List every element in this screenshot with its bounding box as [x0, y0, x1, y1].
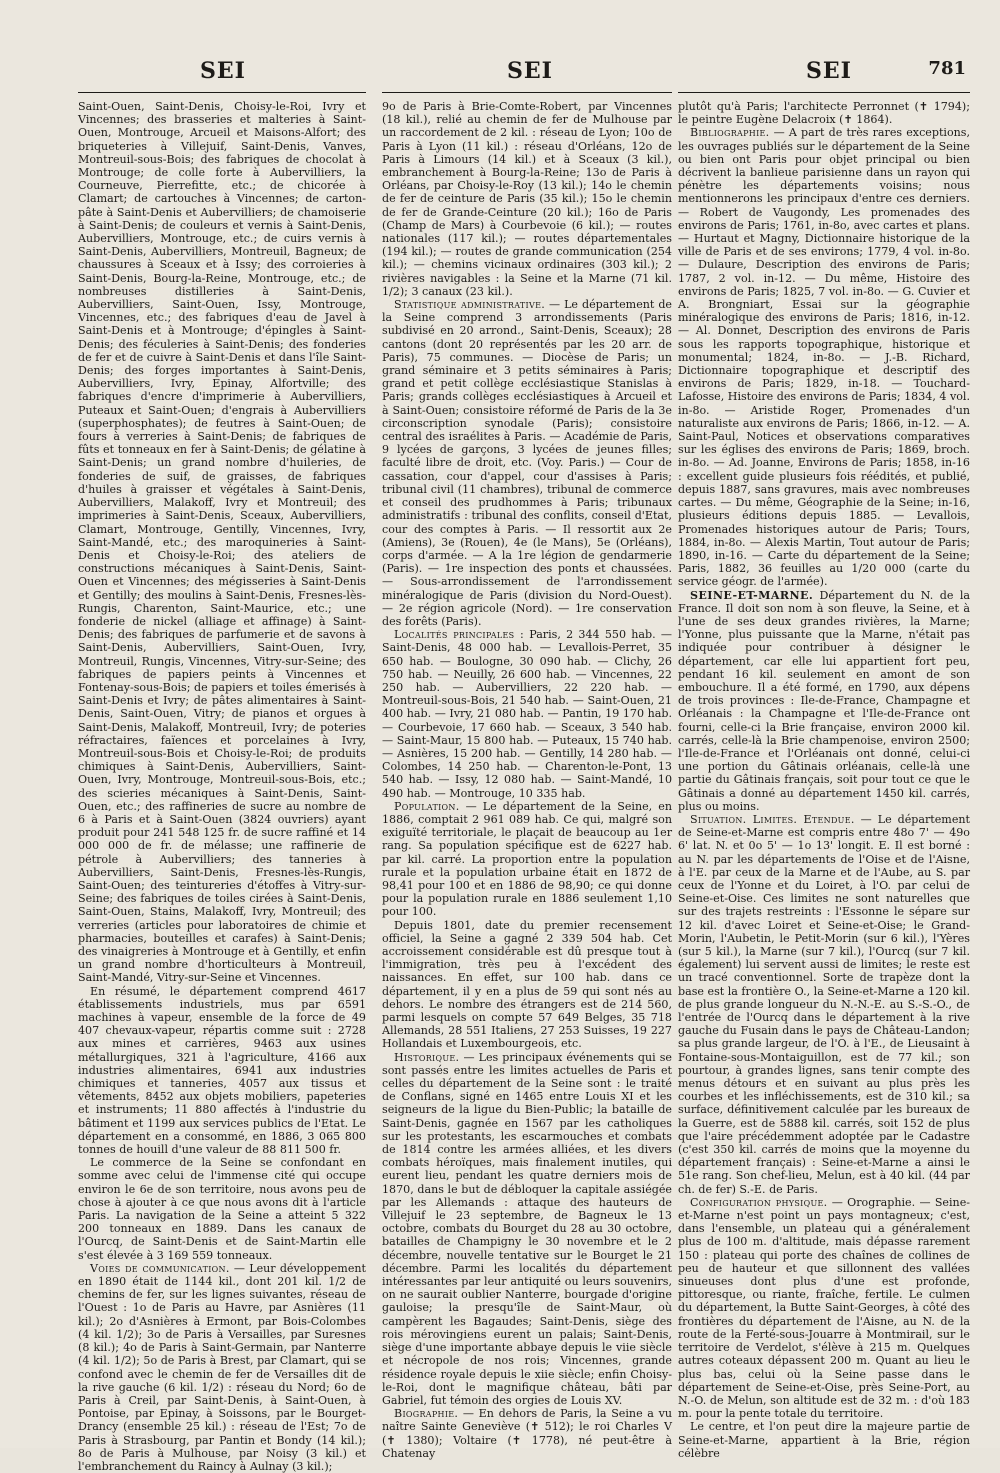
section-text: Paris, 2 344 550 hab. — Saint-Denis, 48 000 hab. — Levallois-Perret, 35 650 hab. — Boulogne, 30 090 hab. — Clichy, 26 750 hab. — Neuilly, 26 600 hab. — Vincennes, 22 250 hab. — Aubervilliers, 22 220 hab. — Montreuil-sous-Bois, 21 540 hab. — Saint-Ouen, 21 400 hab. — Ivry, 21 080 hab. — Pantin, 19 170 hab. — Courbevoie, 17 660 hab. — Sceaux, 3 540 hab. — Saint-Maur, 15 800 hab. — Puteaux, 15 740 hab. — Asnières, 15 200 hab. — Gentilly, 14 280 hab. — Colombes, 14 250 hab. — Charenton-le-Pont, 13 540 hab. — Issy, 12 080 hab. — Saint-Mandé, 10 490 hab. — Montrouge, 10 335 hab.	[382, 628, 672, 800]
paragraph-resume: En résumé, le département comprend 4617 établissements industriels, mus par 6591 machines à vapeur, ensemble de la force de 49 407 chevaux-vapeur, répartis comme suit : 2728 aux mines et carrières, 9463 aux usines métallurgiques, 321 à l'agriculture, 4166 aux industries alimentaires, 6941 aux industries chimiques et tanneries, 4057 aux tissus et vêtements, 8452 aux objets mobiliers, papeteries et instruments; 11 880 affectés à l'industrie du bâtiment et 1199 aux services publics de l'Etat. Le département en a consommé, en 1886, 3 065 800 tonnes de houill d'une valeur de 88 811 500 fr.	[78, 984, 366, 1157]
section-text: — Orographie. — Seine-et-Marne n'est point un pays montagneux; c'est, dans l'ensemble, un plateau qui a généralement plus de 100 m. d'altitude, mais dépasse rarement 150 : plateau qui porte des chaînes de collines de peu de hauteur et que sillonnent des vallées sinueuses dont plus d'une est profonde, pittoresque, ou riante, fraîche, fertile. Le culmen du département, la Butte Saint-Georges, à côté des frontières du département de l'Aisne, au N. de la route de la Ferté-sous-Jouarre à Montmirail, sur le territoire de Verdelot, s'élève à 215 m. Quelques autres coteaux dépassent 200 m. Quant au lieu le plus bas, celui où la Seine passe dans le département de Seine-et-Oise, près Seine-Port, au N.-O. de Melun, son altitude est de 32 m. : d'où 183 m. pour la pente totale du territoire.	[678, 1195, 971, 1421]
paragraph-voies	[78, 1262, 366, 1473]
column-left	[78, 100, 366, 1473]
section-text: — Le département de la Seine, en 1886, comptait 2 961 089 hab. Ce qui, malgré son exiguïté territoriale, le plaçait de beaucoup au 1er rang. Sa population spécifique est de 6227 hab. par kil. carré. La proportion entre la population rurale et la population urbaine était en 1872 de 98,41 pour 100 et en 1886 de 98,90; ce qui donne pour la population rurale en 1886 seulement 1,10 pour 100.	[382, 799, 672, 919]
paragraph-configuration	[678, 1196, 970, 1420]
paragraph-population	[382, 800, 672, 919]
section-text: — Le département de Seine-et-Marne est compris entre 48o 7' — 49o 6' lat. N. et 0o 5' — 1o 13' longit. E. Il est borné : au N. par les départements de l'Oise et de l'Aisne, à l'E. par ceux de la Marne et de l'Aube, au S. par ceux de l'Yonne et du Loiret, à l'O. par celui de Seine-et-Oise. Ces limites ne sont naturelles que sur des trajets restreints : l'Essonne le sépare sur 12 kil. d'avec Loiret et Seine-et-Oise; le Grand-Morin, l'Aubetin, le Petit-Morin (sur 6 kil.), l'Yères (sur 5 kil.), la Marne (sur 7 kil.), l'Ourcq (sur 7 kil. également) lui servent aussi de limites; le reste est un tracé conventionnel. Sorte de trapèze dont la base est la frontière O., la Seine-et-Marne a 120 kil. de plus grande longueur du N.-N.-E. au S.-S.-O., de l'entrée de l'Ourcq dans le département à la rive gauche du Fusain dans le pays de Château-Landon; sa plus grande largeur, de l'O. à l'E., de Lieusaint à Fontaine-sous-Montaiguillon, est de 77 kil.; son pourtour, à grandes lignes, sans tenir compte des menus détours et en suivant au plus près les courbes et les infléchissements, est de 310 kil.; sa surface, définitivement calculée par les bureaux de la Guerre, est de 5888 kil. carrés, soit 152 de plus que l'aire précédemment adoptée par le Cadastre (c'est 350 kil. carrés de moins que la moyenne du département français) : Seine-et-Marne a ainsi le 51e rang. Son chef-lieu, Melun, est à 40 kil. (44 par ch. de fer) S.-E. de Paris.	[678, 812, 970, 1196]
paragraph-biographie	[382, 1407, 672, 1460]
paragraph-railways-cont: 9o de Paris à Brie-Comte-Robert, par Vincennes (18 kil.), relié au chemin de fer de Mulhouse par un raccordement de 2 kil. : réseau de Lyon; 10o de Paris à Lyon (11 kil.) : réseau d'Orléans, 12o de Paris à Limours (14 kil.) et à Sceaux (3 kil.), embranchement à Bourg-la-Reine; 13o de Paris à Orléans, par Choisy-le-Roy (13 kil.); 14o le chemin de fer de ceinture de Paris (35 kil.); 15o le chemin de fer de Grande-Ceinture (20 kil.); 16o de Paris (Champ de Mars) à Courbevoie (6 kil.); — routes nationales (117 kil.); — routes départementales (194 kil.); — routes de grande communication (254 kil.); — chemins vicinaux ordinaires (303 kil.); 2 rivières navigables : la Seine et la Marne (71 kil. 1/2); 3 canaux (23 kil.).	[382, 100, 672, 298]
paragraph-situation	[678, 813, 970, 1196]
running-header	[0, 58, 1000, 92]
paragraph-seine-et-marne	[678, 589, 970, 813]
paragraph-biographie-cont: plutôt qu'à Paris; l'architecte Perronnet (✝ 1794); le peintre Eugène Delacroix (✝ 1864).	[678, 100, 970, 127]
section-heading: Localités principales :	[394, 628, 524, 642]
paragraph-industries: Saint-Ouen, Saint-Denis, Choisy-le-Roi, Ivry et Vincennes; des brasseries et malteries à Saint-Ouen, Montrouge, Arcueil et Maisons-Alfort; des briqueteries à Villejuif, Saint-Denis, Vanves, Montreuil-sous-Bois; des fabriques de chocolat à Montrouge; de colle forte à Aubervilliers, la Courneuve, Pierrefitte, etc.; de chicorée à Clamart; de cartouches à Vincennes; de carton-pâte à Saint-Denis et Aubervilliers; de chamoiserie à Saint-Denis; de couleurs et vernis à Saint-Denis, Aubervilliers, Montrouge, etc.; de cuirs vernis à Saint-Denis, Aubervilliers, Montreuil, Bagneux; de chaussures à Sceaux et à Issy; des corroieries à Saint-Denis, Bourg-la-Reine, Montrouge, etc.; de nombreuses distilleries à Saint-Denis, Aubervilliers, Saint-Ouen, Issy, Montrouge, Vincennes, etc.; des fabriques d'eau de Javel à Saint-Denis et à Montrouge; d'épingles à Saint-Denis; des féculeries à Saint-Denis; des fonderies de fer et de cuivre à Saint-Denis et dans l'île Saint-Denis; des forges importantes à Saint-Denis, Aubervilliers, Ivry, Epinay, Alfortville; des fabriques d'encre d'imprimerie à Aubervilliers, Puteaux et Saint-Ouen; d'engrais à Aubervilliers (superphosphates); de feutres à Saint-Ouen; de fours à verreries à Saint-Denis; de fabriques de fûts et tonneaux en fer à Saint-Denis; de gélatine à Saint-Denis; un grand nombre d'huileries, de fonderies de suif, de graisses, de fabriques d'huiles à graisser et végétales à Saint-Denis, Aubervilliers, Malakoff, Ivry et Montreuil; des imprimeries à Saint-Denis, Sceaux, Aubervilliers, Clamart, Montrouge, Gentilly, Vincennes, Ivry, Saint-Mandé, etc.; des maroquineries à Saint-Denis et Choisy-le-Roi; des ateliers de constructions mécaniques à Saint-Denis, Saint-Ouen et Vincennes; des mégisseries à Saint-Denis et Gentilly; des moulins à Saint-Denis, Fresnes-lès-Rungis, Charenton, Saint-Maurice, etc.; une fonderie de nickel (alliage et affinage) à Saint-Denis; des fabriques de parfumerie et de savons à Saint-Denis, Aubervilliers, Saint-Ouen, Ivry, Montreuil, Rungis, Vincennes, Vitry-sur-Seine; des fabriques de papiers peints à Vincennes et Fontenay-sous-Bois; de papiers et toiles émerisés à Saint-Denis et Ivry; de pâtes alimentaires à Saint-Denis, Saint-Ouen, Vitry; de pianos et orgues à Saint-Denis, Malakoff, Montreuil, Ivry; de poteries réfractaires, faïences et porcelaines à Ivry, Montreuil-sous-Bois et Choisy-le-Roi; de produits chimiques à Saint-Denis, Aubervilliers, Saint-Ouen, Ivry, Montrouge, Montreuil-sous-Bois, etc.; des scieries mécaniques à Saint-Denis, Saint-Ouen, etc.; des raffineries de sucre au nombre de 6 à Paris et à Saint-Ouen (3824 ouvriers) ayant produit pour 241 548 125 fr. de sucre raffiné et 14 000 000 de fr. de mélasse; une raffinerie de pétrole à Aubervilliers; des tanneries à Aubervilliers, Saint-Denis, Fresnes-lès-Rungis, Saint-Ouen; des teintureries d'étoffes à Vitry-sur-Seine; des fabriques de toiles cirées à Saint-Denis, Saint-Ouen, Stains, Malakoff, Ivry, Montreuil; des verreries (articles pour laboratoires de chimie et pharmacies, bouteilles et carafes) à Saint-Denis; des vinaigreries à Montrouge et à Gentilly, et enfin un grand nombre d'horticulteurs à Montreuil, Saint-Mandé, Vitry-sur-Seine et Vincennes.	[78, 100, 366, 985]
header-word-right: SEI	[806, 58, 852, 84]
header-word-center: SEI	[507, 58, 553, 84]
page-number: 781	[928, 58, 966, 79]
paragraph-localites	[382, 628, 672, 800]
entry-heading: SEINE-ET-MARNE.	[690, 588, 814, 602]
section-text: — Leur développement en 1890 était de 1144 kil., dont 201 kil. 1/2 de chemins de fer, sur les lignes suivantes, réseau de l'Ouest : 1o de Paris au Havre, par Asnières (11 kil.); 2o d'Asnières à Ermont, par Bois-Colombes (4 kil. 1/2); 3o de Paris à Versailles, par Suresnes (8 kil.); 4o de Paris à Saint-Germain, par Nanterre (4 kil. 1/2); 5o de Paris à Brest, par Clamart, qui se confond avec le chemin de fer de Versailles dit de la rive gauche (6 kil. 1/2) : réseau du Nord; 6o de Paris à Creil, par Saint-Denis, à Saint-Ouen, à Pontoise, par Epinay, à Soissons, par le Bourget-Drancy (ensemble 25 kil.) : réseau de l'Est; 7o de Paris à Strasbourg, par Pantin et Bondy (14 kil.); 8o de Paris à Mulhouse, par Noisy (3 kil.) et l'embranchement du Raincy à Aulnay (3 kil.);	[78, 1261, 366, 1473]
paragraph-bibliographie	[678, 126, 970, 588]
section-text: — Les principaux événements qui se sont passés entre les limites actuelles de Paris et celles du département de la Seine sont : le traité de Conflans, signé en 1465 entre Louis XI et les seigneurs de la ligue du Bien-Public; la bataille de Saint-Denis, gagnée en 1567 par les catholiques sur les protestants, les escarmouches et combats de 1814 contre les armées alliées, et les divers combats héroïques, mais finalement inutiles, qui eurent lieu, pendant les quatre derniers mois de 1870, dans le but de débloquer la capitale assiégée par les Allemands : attaque des hauteurs de Villejuif le 23 septembre, de Bagneux le 13 octobre, combats du Bourget du 28 au 30 octobre, batailles de Champigny le 30 novembre et le 2 décembre, nouvelle tentative sur le Bourget le 21 décembre. Parmi les localités du département intéressantes par leur antiquité ou leurs souvenirs, on ne saurait oublier Nanterre, bourgade d'origine gauloise; la presqu'île de Saint-Maur, où campèrent les Bagaudes; Saint-Denis, siège des rois mérovingiens eurent un palais; Saint-Denis, siège d'une importante abbaye depuis le viie siècle et nécropole de nos rois; Vincennes, grande résidence royale depuis le xiie siècle; enfin Choisy-le-Roi, dont le magnifique château, bâti par Gabriel, fut témoin des orgies de Louis XV.	[382, 1050, 672, 1407]
section-heading: Configuration physique.	[690, 1195, 828, 1209]
paragraph-historique	[382, 1051, 672, 1407]
header-rule-center	[382, 92, 672, 93]
section-heading: Population.	[394, 799, 460, 813]
paragraph-commerce: Le commerce de la Seine se confondant en somme avec celui de l'immense cité qui occupe environ le 6e de son territoire, nous avons peu de chose à ajouter à ce que nous avons dit à l'article Paris. La navigation de la Seine a atteint 5 322 200 tonneaux en 1889. Dans les canaux de l'Ourcq, de Saint-Denis et de Saint-Martin elle s'est élevée à 3 169 559 tonneaux.	[78, 1156, 366, 1262]
section-text: — En dehors de Paris, la Seine a vu naître Sainte Geneviève (✝ 512); le roi Charles V (✝ 1380); Voltaire (✝ 1778), né peut-être à Chatenay	[382, 1407, 672, 1460]
section-heading: Historique.	[394, 1050, 460, 1064]
paragraph-statistique	[382, 298, 672, 628]
section-heading: Bibliographie.	[690, 126, 770, 140]
section-text: — Le département de la Seine comprend 3 arrondissements (Paris subdivisé en 20 arrond., Saint-Denis, Sceaux); 28 cantons (dont 20 représentés par les 20 arr. de Paris), 75 communes. — Diocèse de Paris; un grand séminaire et 3 petits séminaires à Paris; grand et petit collège ecclésiastique Stanislas à Paris; grands collèges ecclésiastiques à Arcueil et à Saint-Ouen; consistoire réformé de Paris de la 3e circonscription synodale (Paris); consistoire central des israélites à Paris. — Académie de Paris, 9 lycées de garçons, 3 lycées de jeunes filles; faculté libre de droit, etc. (Voy. Paris.) — Cour de cassation, cour d'appel, cour d'assises à Paris; tribunal civil (11 chambres), tribunal de commerce et conseil des prudhommes à Paris; tribunaux administratifs : tribunal des conflits, conseil d'Etat, cour des comptes à Paris. — Il ressortit aux 2e (Amiens), 3e (Rouen), 4e (le Mans), 5e (Orléans), corps d'armée. — A la 1re légion de gendarmerie (Paris). — 1re inspection des ponts et chaussées. — Sous-arrondissement de l'arrondissement minéralogique de Paris (division du Nord-Ouest). — 2e région agricole (Nord). — 1re conservation des forêts (Paris).	[382, 298, 672, 628]
section-heading: Situation. Limites. Etendue.	[690, 812, 855, 826]
column-center	[382, 100, 672, 1460]
header-word-left: SEI	[200, 58, 246, 84]
header-rule-right	[678, 92, 970, 93]
header-rule-left	[78, 92, 366, 93]
section-text: — A part de très rares exceptions, les ouvrages publiés sur le département de la Seine ou bien ont Paris pour objet principal ou bien décrivent la banlieue parisienne dans un rayon qui pénètre les départements voisins; nous mentionnerons les principaux d'entre ces derniers. — Robert de Vaugondy, Les promenades des environs de Paris; 1761, in-8o, avec cartes et plans. — Hurtaut et Magny, Dictionnaire historique de la ville de Paris et de ses environs; 1779, 4 vol. in-8o. — Dulaure, Description des environs de Paris; 1787, 2 vol. in-12. — Du même, Histoire des environs de Paris; 1825, 7 vol. in-8o. — G. Cuvier et A. Brongniart, Essai sur la géographie minéralogique des environs de Paris; 1816, in-12. — Al. Donnet, Description des environs de Paris sous les rapports topographique, historique et monumental; 1824, in-8o. — J.-B. Richard, Dictionnaire topographique et descriptif des environs de Paris; 1829, in-18. — Touchard-Lafosse, Histoire des environs de Paris; 1834, 4 vol. in-8o. — Aristide Roger, Promenades d'un naturaliste aux environs de Paris; 1866, in-12. — A. Saint-Paul, Notices et observations comparatives sur les églises des environs de Paris; 1869, broch. in-8o. — Ad. Joanne, Environs de Paris; 1858, in-16 : excellent guide plusieurs fois réédités, et publié, depuis 1887, sans gravures, mais avec nombreuses cartes. — Du même, Géographie de la Seine; in-16, plusieurs éditions depuis 1885. — Levallois, Promenades historiques autour de Paris; Tours, 1884, in-8o. — Alexis Martin, Tout autour de Paris; 1890, in-16. — Carte du département de la Seine; Paris, 1882, 36 feuilles au 1/20 000 (carte du service géogr. de l'armée).	[678, 126, 970, 589]
paragraph-immigration: Depuis 1801, date du premier recensement officiel, la Seine a gagné 2 339 504 hab. Cet accroissement considérable est dû presque tout à l'immigration, très peu à l'excédent des naissances. En effet, sur 100 hab. dans ce département, il y en a plus de 59 qui sont nés au dehors. Le nombre des étrangers est de 214 560, parmi lesquels on compte 57 649 Belges, 35 718 Allemands, 28 551 Italiens, 27 253 Suisses, 19 227 Hollandais et Luxembourgeois, etc.	[382, 918, 672, 1051]
paragraph-centre: Le centre, et l'on peut dire la majeure partie de Seine-et-Marne, appartient à la Brie, région célèbre	[678, 1420, 970, 1460]
column-right	[678, 100, 971, 1460]
section-heading: Voies de communication.	[90, 1261, 230, 1275]
section-text: Département du N. de la France. Il doit son nom à son fleuve, la Seine, et à l'une de ses deux grandes rivières, la Marne; l'Yonne, plus puissante que la Marne, n'était pas indiquée pour contribuer à désigner le département, car elle lui appartient fort peu, pendant 16 kil. seulement en amont de son embouchure. Il a été formé, en 1790, aux dépens de trois provinces : Ile-de-France, Champagne et Orléanais : la Champagne et l'Ile-de-France ont fourni, celle-ci la Brie française, environ 2000 kil. carrés, celle-là la Brie champenoise, environ 2500; l'Ile-de-France et l'Orléanais ont donné, celui-ci une portion du Gâtinais orléanais, celle-là une partie du Gâtinais français, soit pour tout ce que le Gâtinais a donné au département 1450 kil. carrés, plus ou moins.	[678, 588, 970, 813]
section-heading: Biographie.	[394, 1407, 459, 1421]
section-heading: Statistique administrative.	[394, 298, 546, 312]
